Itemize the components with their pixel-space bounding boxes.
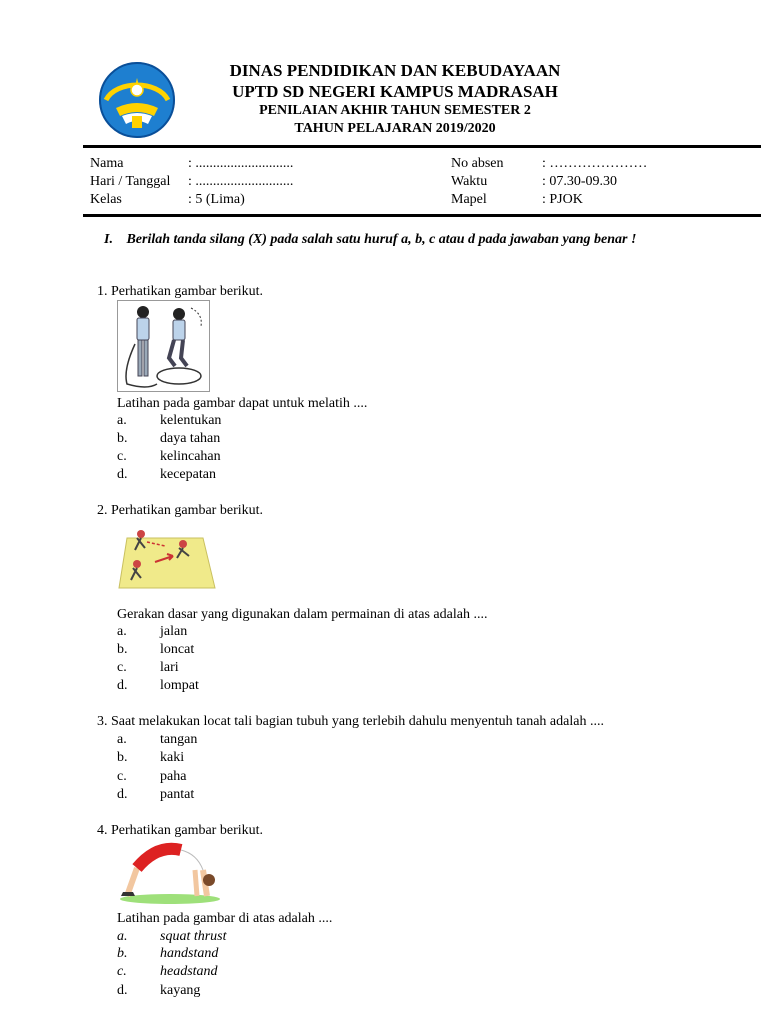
option-text: headstand	[160, 964, 218, 979]
hari-label: Hari / Tanggal	[90, 174, 171, 189]
option-letter: c.	[117, 769, 127, 784]
noabsen-label: No absen	[451, 156, 504, 171]
option-letter: c.	[117, 449, 127, 464]
option-letter: c.	[117, 660, 127, 675]
waktu-label: Waktu	[451, 174, 488, 189]
option-letter: b.	[117, 750, 128, 765]
question-2-stem: Gerakan dasar yang digunakan dalam permainan di atas adalah ....	[117, 607, 488, 622]
option-letter: a.	[117, 624, 127, 639]
option-text: kecepatan	[160, 467, 216, 482]
option-text: tangan	[160, 732, 198, 747]
header-line-3: PENILAIAN AKHIR TAHUN SEMESTER 2	[259, 103, 531, 118]
section-text: Berilah tanda silang (X) pada salah satu huruf a, b, c atau d pada jawaban yang benar !	[126, 232, 637, 247]
bridge-pose-illustration	[117, 840, 223, 906]
kelas-label: Kelas	[90, 192, 122, 207]
option-letter: a.	[117, 929, 128, 944]
question-3-prompt: 3. Saat melakukan locat tali bagian tubuh yang terlebih dahulu menyentuh tanah adalah ....	[97, 714, 604, 729]
header-line-1: DINAS PENDIDIKAN DAN KEBUDAYAAN	[229, 61, 561, 80]
question-1-prompt: 1. Perhatikan gambar berikut.	[97, 284, 264, 299]
option-text: daya tahan	[160, 431, 221, 446]
option-text: handstand	[160, 946, 219, 961]
option-letter: d.	[117, 467, 128, 482]
option-letter: d.	[117, 983, 128, 998]
bridge-pose-figure-icon	[117, 840, 223, 906]
option-letter: d.	[117, 678, 128, 693]
mapel-value: : PJOK	[542, 192, 583, 207]
field-players-icon	[117, 524, 217, 590]
option-text: lari	[160, 660, 179, 675]
mapel-label: Mapel	[451, 192, 487, 207]
hari-value: : ............................	[188, 174, 294, 189]
option-text: kelincahan	[160, 449, 221, 464]
nama-value: : ............................	[188, 156, 294, 171]
running-game-illustration	[117, 524, 217, 590]
question-4-prompt: 4. Perhatikan gambar berikut.	[97, 823, 264, 838]
info-divider-bottom	[83, 214, 761, 217]
option-letter: a.	[117, 413, 127, 428]
section-number: I.	[104, 232, 113, 247]
waktu-value: : 07.30-09.30	[542, 174, 618, 189]
option-letter: b.	[117, 946, 128, 961]
option-letter: a.	[117, 732, 127, 747]
option-letter: b.	[117, 431, 128, 446]
question-1-stem: Latihan pada gambar dapat untuk melatih ....	[117, 396, 368, 411]
question-2-prompt: 2. Perhatikan gambar berikut.	[97, 503, 264, 518]
option-text: kayang	[160, 983, 201, 998]
option-text: kaki	[160, 750, 185, 765]
option-letter: c.	[117, 964, 127, 979]
option-text: loncat	[160, 642, 195, 657]
noabsen-value: : …………………	[542, 156, 648, 171]
section-instruction	[104, 232, 636, 248]
header-line-4: TAHUN PELAJARAN 2019/2020	[294, 121, 496, 136]
header-line-2: UPTD SD NEGERI KAMPUS MADRASAH	[232, 82, 558, 101]
option-text: paha	[160, 769, 187, 784]
jump-rope-figure-icon	[117, 300, 210, 392]
option-letter: d.	[117, 787, 128, 802]
option-text: lompat	[160, 678, 199, 693]
option-text: squat thrust	[160, 929, 227, 944]
option-letter: b.	[117, 642, 128, 657]
kelas-value: : 5 (Lima)	[188, 192, 245, 207]
option-text: pantat	[160, 787, 195, 802]
option-text: jalan	[160, 624, 188, 639]
jump-rope-illustration	[117, 300, 210, 392]
option-text: kelentukan	[160, 413, 222, 428]
question-4-stem: Latihan pada gambar di atas adalah ....	[117, 911, 333, 926]
nama-label: Nama	[90, 156, 124, 171]
header-divider-top	[83, 145, 761, 148]
